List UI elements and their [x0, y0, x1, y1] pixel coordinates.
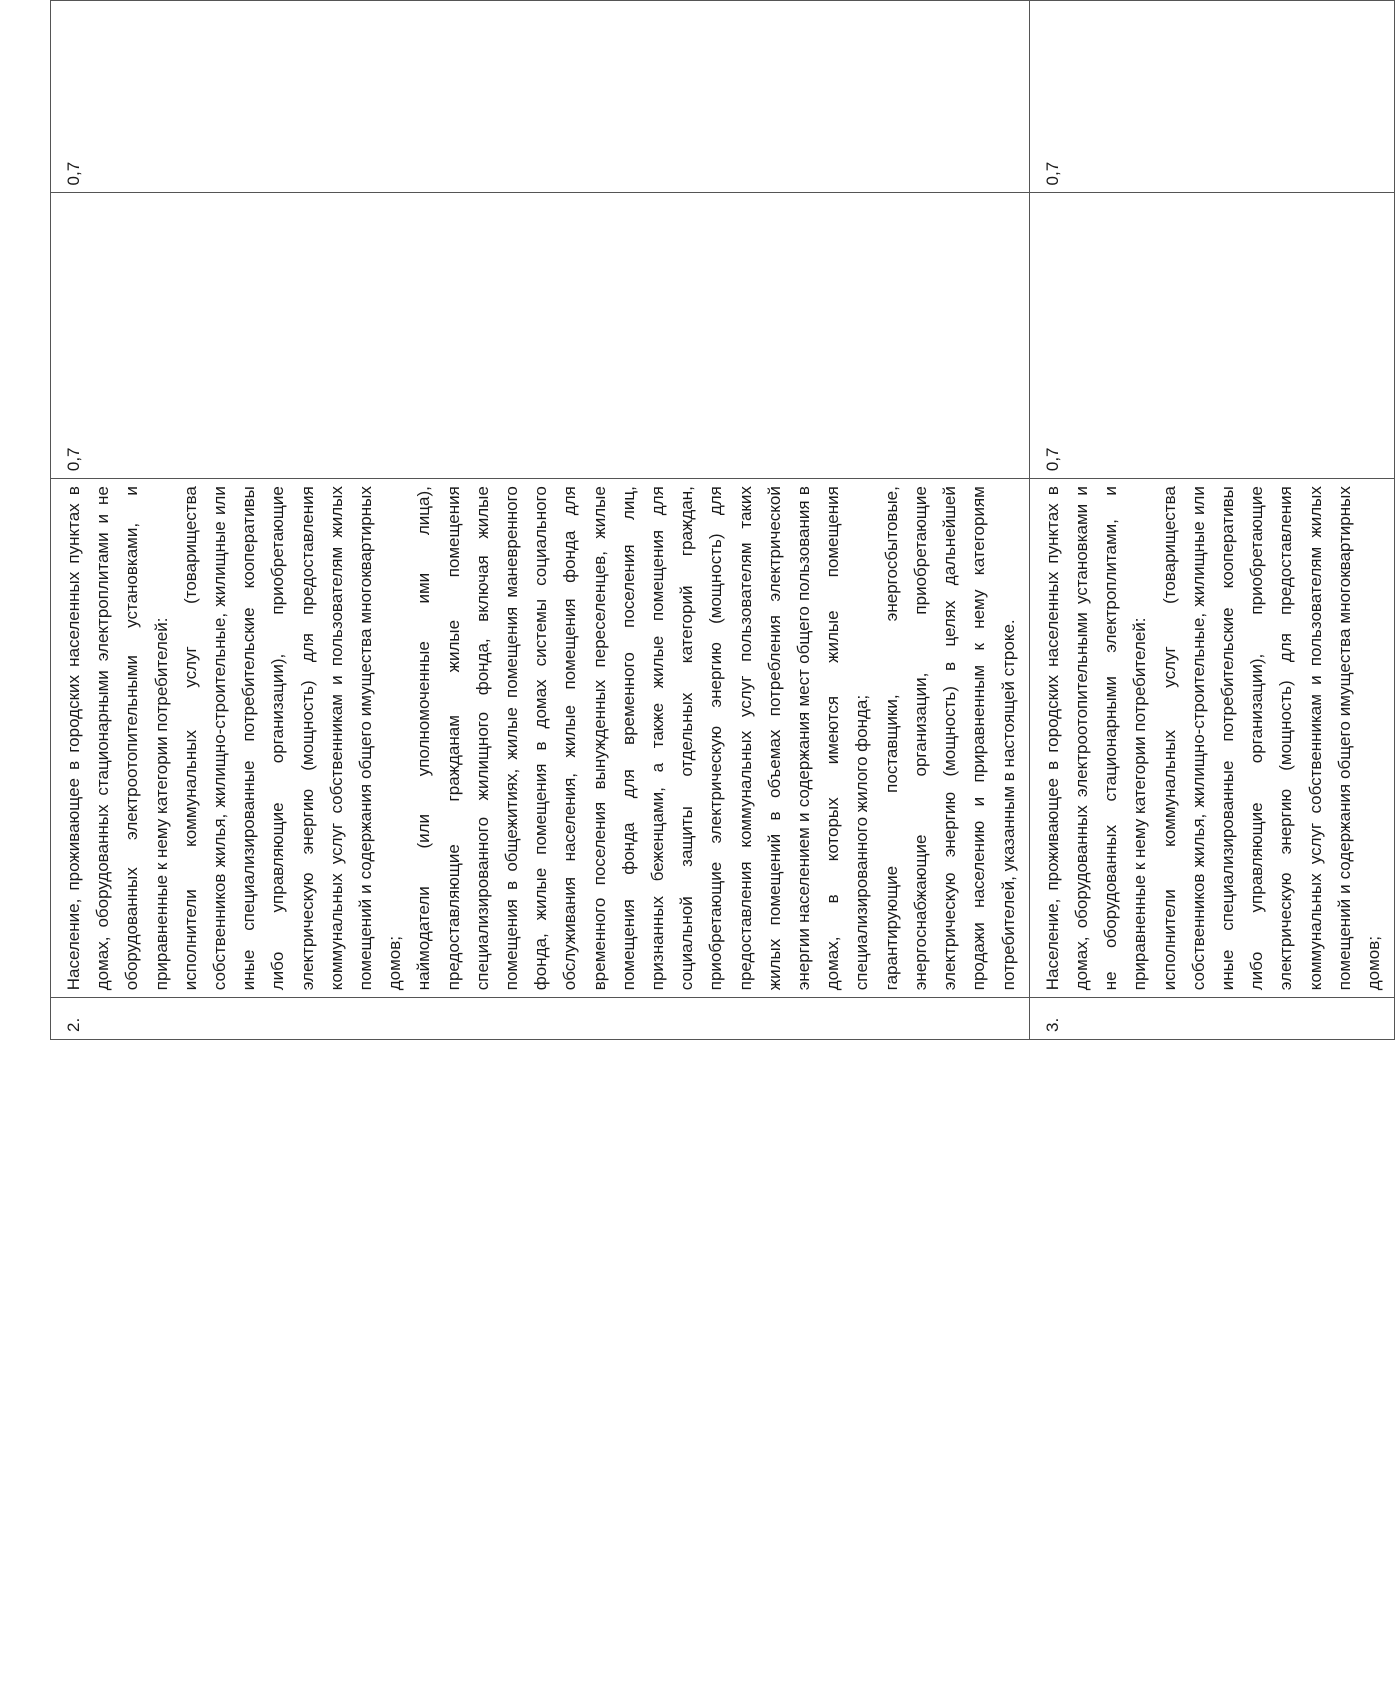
- row-number: 3.: [1029, 998, 1394, 1040]
- tariff-table: [50, 0, 1395, 1040]
- table-row: [51, 1, 1030, 1040]
- value-cell: 0,7: [1029, 1, 1394, 193]
- row-number: 2.: [51, 998, 1030, 1040]
- row-description: [51, 479, 1030, 998]
- value-cell: 0,7: [51, 1, 1030, 193]
- paragraph: Население, проживающее в городских населенных пунктах в домах, оборудованных стационарными электроплитами и не оборудованных электроотопительными установками, и приравненные к нему категории потребителей:: [64, 486, 171, 991]
- value-cell: 0,7: [1029, 193, 1394, 479]
- paragraph: исполнители коммунальных услуг (товарищества собственников жилья, жилищно-строительные, жилищные или иные специализированные потребительские кооперативы либо управляющие организации), приобретающие электрическую энергию (мощность) для предоставления коммунальных услуг собственникам и пользователям жилых помещений и содержания общего имущества многоквартирных домов;: [1159, 486, 1383, 991]
- value-cell: 0,7: [51, 193, 1030, 479]
- table-row: [1029, 1, 1394, 1040]
- paragraph: Население, проживающее в городских населенных пунктах в домах, оборудованных электроотопительными установками и не оборудованных стационарными электроплитами, и приравненные к нему категории потребителей:: [1042, 486, 1150, 991]
- row-description: [1029, 479, 1394, 998]
- paragraph: наймодатели (или уполномоченные ими лица), предоставляющие гражданам жилые помещения специализированного жилищного фонда, включая жилые помещения в общежитиях, жилые помещения маневренного фонда, жилые помещения в домах системы социального обслуживания населения, жилые помещения фонда для временного поселения вынужденных переселенцев, жилые помещения фонда для временного поселения лиц, признанных беженцами, а также жилые помещения для социальной защиты отдельных категорий граждан, приобретающие электрическую энергию (мощность) для предоставления коммунальных услуг пользователям таких жилых помещений в объемах потребления электрической энергии населением и содержания мест общего пользования в домах, в которых имеются жилые помещения специализированного жилого фонда;: [414, 486, 872, 991]
- paragraph: исполнители коммунальных услуг (товарищества собственников жилья, жилищно-строительные, жилищные или иные специализированные потребительские кооперативы либо управляющие организации), приобретающие электрическую энергию (мощность) для предоставления коммунальных услуг собственникам и пользователям жилых помещений и содержания общего имущества многоквартирных домов;: [180, 486, 405, 991]
- paragraph: гарантирующие поставщики, энергосбытовые, энергоснабжающие организации, приобретающие электрическую энергию (мощность) в целях дальнейшей продажи населению и приравненным к нему категориям потребителей, указанным в настоящей строке.: [881, 486, 1018, 991]
